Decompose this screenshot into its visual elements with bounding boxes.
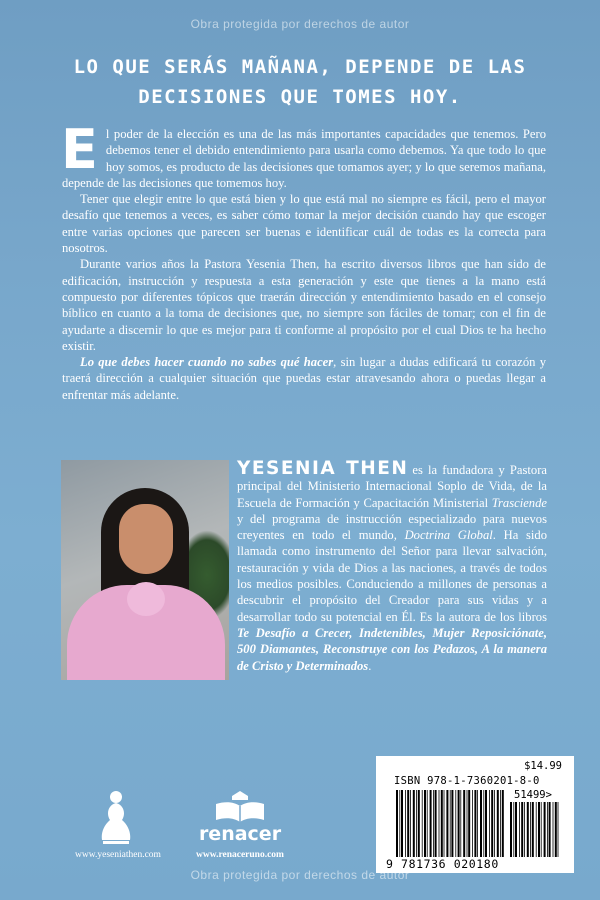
synopsis-paragraph-1: El poder de la elección es una de las más importantes capacidades que tenemos. Pero debemos tener el debido entendimiento para usarla como debemos. Ya que todo lo que hoy somos, es producto de las decisiones que tomamos ayer; y lo que seremos mañana, depende de las decisiones que tomemos hoy. [61,118,546,190]
author-bio: YESENIA THEN es la fundadora y Pastora principal del Ministerio Internacional Soplo de Vida, de la Escuela de Formación y Capacitación Ministerial Trasciende y del programa de instrucción especializado para nuevos creyentes en todo el mundo, Doctrina Global. Ha sido llamada como instrumento del Señor para llevar salvación, restauración y vida de Dios a las naciones, a través de todos los medios posibles. Conduciendo a millones de personas a descubrir el propósito del Creador para sus vidas y a desarrollar todo su potencial en Él. Es la autora de los libros Te Desafío a Crecer, Indetenibles, Mujer Reposiciónate, 500 Diamantes, Reconstruye con los Pedazos, A la manera de Cristo y Determinados. [237,458,547,673]
renacer-wordmark: renacer [198,823,282,845]
isbn-barcode-box [376,756,574,873]
renacer-website: www.renaceruno.com [196,850,284,860]
synopsis-paragraph-2: Tener que elegir entre lo que está bien y lo que está mal no siempre es fácil, pero el mayor desafío que tenemos a veces, es saber cómo tomar la mejor decisión cuando hay que escoger entre varias opciones que parecen ser buenas e identificar cuál de todas es la correcta para nosotros. [62,192,546,256]
addon-barcode [510,802,560,857]
synopsis-paragraph-3: Durante varios años la Pastora Yesenia Then, ha escrito diversos libros que han sido de edificación, instrucción y respuesta a esta generación y este que tienes a la mano está compuesto por diferentes tópicos que traerán dirección y entendimiento basado en el consejo bíblico en cuanto a la toma de decisiones que, no siempre son fáciles de tomar; con el fin de ayudarte a discernir lo que es mejor para ti conforme al propósito por el cual Dios te ha hecho existir. [62,257,546,353]
drop-cap: E [61,118,98,181]
isbn-label: ISBN 978-1-7360201-8-0 [394,775,540,787]
yesenia-then-logo-icon [88,788,144,850]
back-cover-headline: LO QUE SERÁS MAÑANA, DEPENDE DE LAS DECISIONES QUE TOMES HOY. [73,56,527,108]
price-label: $14.99 [524,760,562,772]
author-photo [61,460,229,680]
renacer-book-logo-icon [212,790,268,826]
copyright-watermark-top: Obra protegida por derechos de autor [190,17,410,31]
price-addon-code: 51499> [514,789,552,801]
author-books-list: Te Desafío a Crecer, Indetenibles, Mujer Reposiciónate, 500 Diamantes, Reconstruye con los Pedazos, A la manera de Cristo y Determinados [237,625,547,673]
main-barcode [396,790,506,857]
author-name: YESENIA THEN [237,458,409,479]
book-title-mention: Lo que debes hacer cuando no sabes qué hacer [80,355,334,370]
yesenia-website: www.yeseniathen.com [75,850,161,860]
synopsis-text [61,118,547,403]
synopsis-paragraph-4: Lo que debes hacer cuando no sabes qué hacer, sin lugar a dudas edificará tu corazón y traerá dirección a cualquier situación que puedas estar atravesando ahora o puedas llegar a enfrentar más adelante. [62,355,547,402]
barcode-digits: 9 781736 020180 [386,857,499,871]
copyright-watermark-bottom: Obra protegida por derechos de autor [190,868,410,882]
